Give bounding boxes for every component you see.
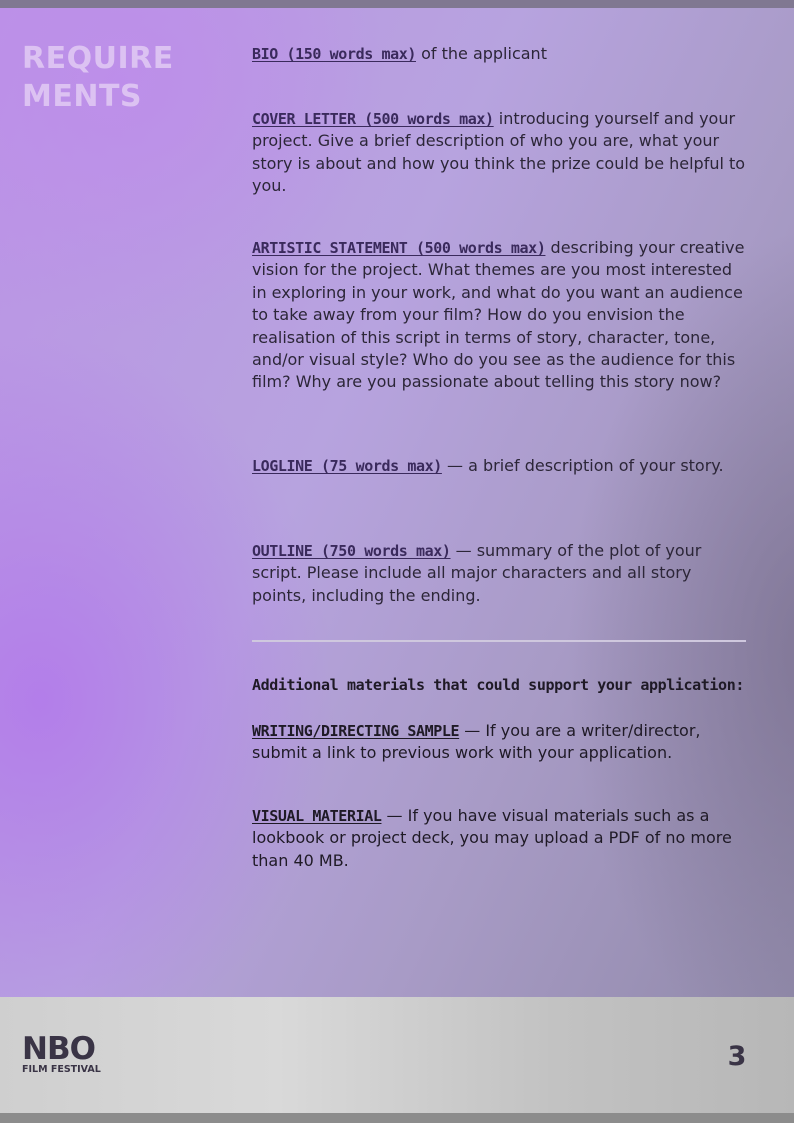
requirement-outline xyxy=(252,540,746,607)
additional-item-visual-material xyxy=(252,805,746,872)
requirement-label: ARTISTIC STATEMENT (500 words max) xyxy=(252,239,546,257)
footer-strip xyxy=(0,1113,794,1123)
additional-item-text: — If you have visual materials such as a lookbook or project deck, you may upload a PDF of no more than 40 MB. xyxy=(252,806,732,870)
requirement-logline xyxy=(252,455,746,477)
requirement-bio xyxy=(252,43,746,65)
requirement-label: LOGLINE (75 words max) xyxy=(252,457,442,475)
section-title: REQUIRE MENTS xyxy=(22,41,174,114)
requirement-label: BIO (150 words max) xyxy=(252,45,416,63)
logo-wordmark: NBO xyxy=(22,1031,95,1067)
requirement-cover-letter xyxy=(252,108,746,198)
additional-materials-heading: Additional materials that could support your application: xyxy=(252,676,744,694)
additional-item-text: — If you are a writer/director, submit a link to previous work with your application. xyxy=(252,721,701,763)
requirement-artistic-statement xyxy=(252,237,746,394)
top-bar xyxy=(0,0,794,8)
requirement-text: describing your creative vision for the project. What themes are you most interested in exploring in your work, and what do you want an audience to take away from your film? How do you envision the realisation of this script in terms of story, character, tone, and/or visual style? Who do you see as the audience for this film? Why are you passionate about telling this story now? xyxy=(252,238,745,392)
footer xyxy=(0,997,794,1113)
festival-logo xyxy=(22,1031,101,1076)
page-number: 3 xyxy=(727,1041,747,1072)
requirement-text: introducing yourself and your project. Give a brief description of who you are, what your story is about and how you think the prize could be helpful to you. xyxy=(252,109,746,196)
requirement-label: OUTLINE (750 words max) xyxy=(252,542,451,560)
logo-subtitle: FILM FESTIVAL xyxy=(22,1064,101,1075)
additional-item-writing-sample xyxy=(252,720,746,765)
requirement-text: — summary of the plot of your script. Please include all major characters and all story points, including the ending. xyxy=(252,541,702,605)
requirement-text: — a brief description of your story. xyxy=(441,456,724,475)
additional-item-label: WRITING/DIRECTING SAMPLE xyxy=(252,722,460,740)
requirement-text: of the applicant xyxy=(416,44,547,63)
section-divider xyxy=(252,640,746,642)
requirement-label: COVER LETTER (500 words max) xyxy=(252,110,494,128)
additional-item-label: VISUAL MATERIAL xyxy=(252,807,382,825)
